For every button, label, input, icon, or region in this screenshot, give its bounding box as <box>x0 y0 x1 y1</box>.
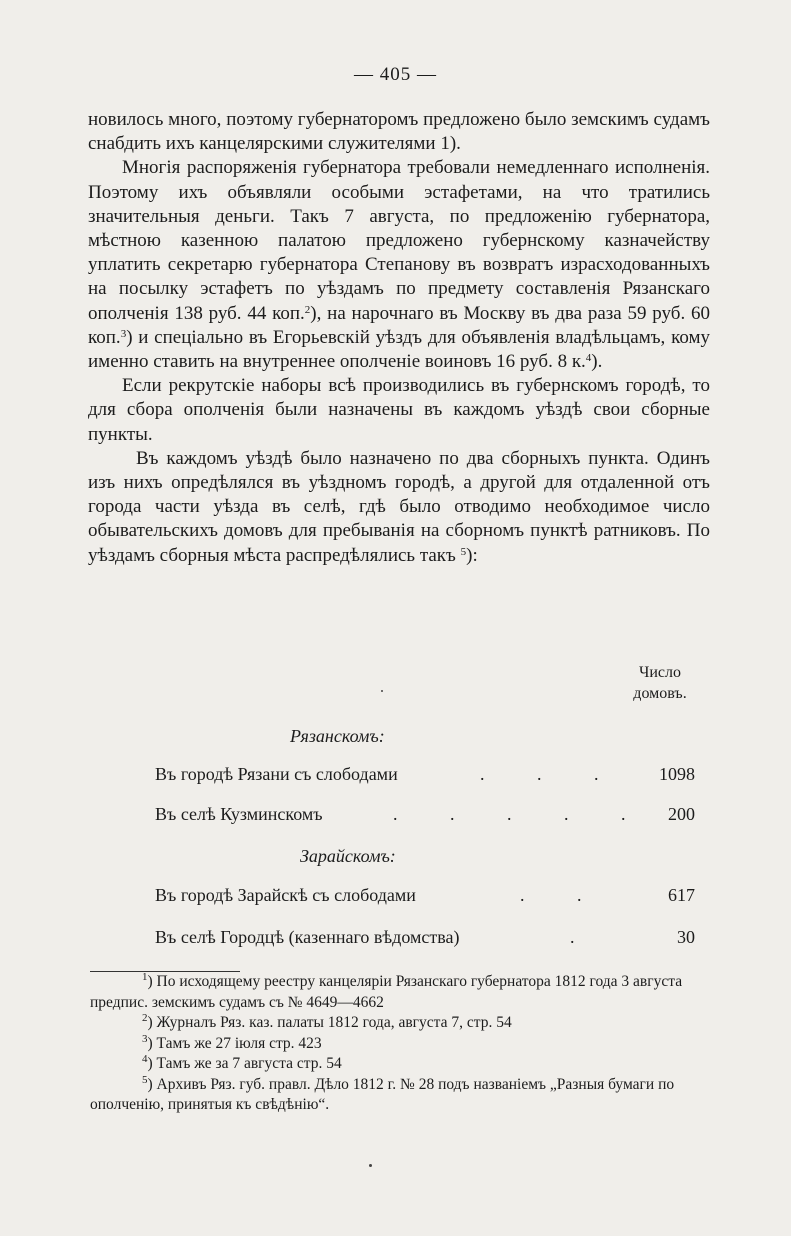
footnote-2-text: Журналъ Ряз. каз. палаты 1812 года, августа 7, стр. 54 <box>156 1014 512 1031</box>
column-header-line-2: домовъ. <box>633 685 687 702</box>
paragraph-4-text-a: Въ каждомъ уѣздѣ было назначено по два сборныхъ пункта. Одинъ изъ нихъ опредѣлялся въ уѣздномъ городѣ, а другой для отдаленной отъ города части уѣзда въ селѣ, гдѣ было отводимо необходимое число обывательскихъ домовъ для пребыванія на сборномъ пунктѣ ратниковъ. По уѣздамъ сборныя мѣста распредѣлялись такъ <box>88 447 710 566</box>
footnote-ref-1[interactable]: 1) <box>440 133 457 155</box>
paragraph-2-text-d: ). <box>591 351 603 373</box>
footnote-5: $^5$) Архивъ Ряз. губ. правл. Дѣло 1812 г. № 28 подъ названіемъ „Разныя бумаги по ополченію, принятыя къ свѣдѣнію“. <box>90 1073 675 1113</box>
footnote-3: $^3$) Тамъ же 27 іюля стр. 423 <box>142 1032 322 1052</box>
district-heading-ryazan: Рязанскомъ: <box>290 726 385 746</box>
footnote-mark-5: 5 <box>142 1073 148 1086</box>
paragraph-1 <box>88 108 710 156</box>
footnote-mark-3: 3 <box>142 1032 148 1045</box>
row-count: 617 <box>668 885 695 905</box>
paragraph-1-text: новилось много, поэтому губернаторомъ предложено было земскимъ судамъ снабдить ихъ канцелярскими служителями <box>88 109 710 155</box>
footnote-mark-2: 2 <box>142 1012 148 1024</box>
footnote-mark-1: 1 <box>142 971 148 983</box>
row-place: Въ городѣ Зарайскѣ съ слободами <box>155 885 416 905</box>
footnote-ref-2[interactable]: 2 <box>304 303 311 316</box>
row-place: Въ селѣ Городцѣ (казеннаго вѣдомства) <box>155 927 460 947</box>
footnote-3-text: Тамъ же 27 іюля стр. 423 <box>156 1034 322 1052</box>
paragraph-2-text-a: Многія распоряженія губернатора требовали немедленнаго исполненія. Поэтому ихъ объявляли особыми эстафетами, на что тратились значительныя деньги. Такъ 7 августа, по предложенію губернатора, мѣстною казенною палатою предложено губернскому казначейству уплатить секретарю губернатора Степанову въ возвратъ израсходованныхъ на посылку эстафетъ по уѣздамъ по предмету составленія Рязанскаго ополченія 138 руб. 44 коп. <box>88 157 710 324</box>
paragraph-4-text-b: ): <box>466 544 478 566</box>
row-leader-dots: . . . . . <box>393 804 650 824</box>
footnote-ref-5[interactable]: 5 <box>460 545 467 558</box>
row-leader-dots: . . <box>520 885 606 905</box>
footnote-4: $^4$) Тамъ же за 7 августа стр. 54 <box>142 1053 342 1072</box>
table-row <box>155 804 695 828</box>
paper-speck <box>381 690 383 692</box>
footnote-5-text: Архивъ Ряз. губ. правл. Дѣло 1812 г. № 28 подъ названіемъ „Разныя бумаги по ополченію, принятыя къ свѣдѣнію“. <box>90 1075 675 1113</box>
body-text <box>88 108 710 568</box>
footnote-mark-4: 4 <box>142 1053 148 1065</box>
row-count: 200 <box>668 804 695 824</box>
paragraph-2 <box>88 156 710 374</box>
column-header-line-1: Число <box>638 664 682 681</box>
footnote-1: $^1$) По исходящему реестру канцеляріи Рязанскаго губернатора 1812 года 3 августа предпис. земскимъ судамъ съ № 4649—4662 <box>90 971 683 1011</box>
table-row <box>155 885 695 909</box>
paper-speck <box>369 1164 372 1167</box>
footnote-4-text: Тамъ же за 7 августа стр. 54 <box>156 1055 342 1072</box>
row-place: Въ селѣ Кузминскомъ <box>155 804 323 824</box>
row-place: Въ городѣ Рязани съ слободами <box>155 764 398 784</box>
table-row <box>155 764 695 788</box>
paragraph-4 <box>88 447 710 568</box>
row-count: 1098 <box>659 764 695 784</box>
table-row <box>155 927 695 951</box>
page-number: — 405 — <box>354 64 437 85</box>
row-leader-dots: . . . <box>480 764 623 784</box>
district-heading-zaraysk: Зарайскомъ: <box>300 846 396 866</box>
table-column-header <box>610 662 710 704</box>
paragraph-2-text-b: ), на нарочнаго въ Москву въ два раза 59 руб. 60 коп. <box>88 302 710 348</box>
footnotes <box>90 972 712 1116</box>
paragraph-3: Если рекрутскіе наборы всѣ производились въ губернскомъ городѣ, то для сбора ополченія были назначены въ каждомъ уѣздѣ свои сборные пункты. <box>88 375 710 445</box>
footnote-ref-3[interactable]: 3 <box>120 327 127 340</box>
footnote-ref-4[interactable]: 4 <box>585 352 592 365</box>
paragraph-2-text-c: ) и спеціально въ Егорьевскій уѣздъ для объявленія владѣльцамъ, кому именно ставить на внутреннее ополченіе воиновъ 16 руб. 8 к. <box>88 326 710 373</box>
row-count: 30 <box>677 927 695 947</box>
footnote-1-text: По исходящему реестру канцеляріи Рязанскаго губернатора 1812 года 3 августа предпис. земскимъ судамъ съ № 4649—4662 <box>90 973 683 1011</box>
paragraph-1-tail: . <box>456 133 461 155</box>
footnote-2: $^2$) Журналъ Ряз. каз. палаты 1812 года, августа 7, стр. 54 <box>142 1012 512 1031</box>
row-leader-dots: . <box>570 927 599 947</box>
